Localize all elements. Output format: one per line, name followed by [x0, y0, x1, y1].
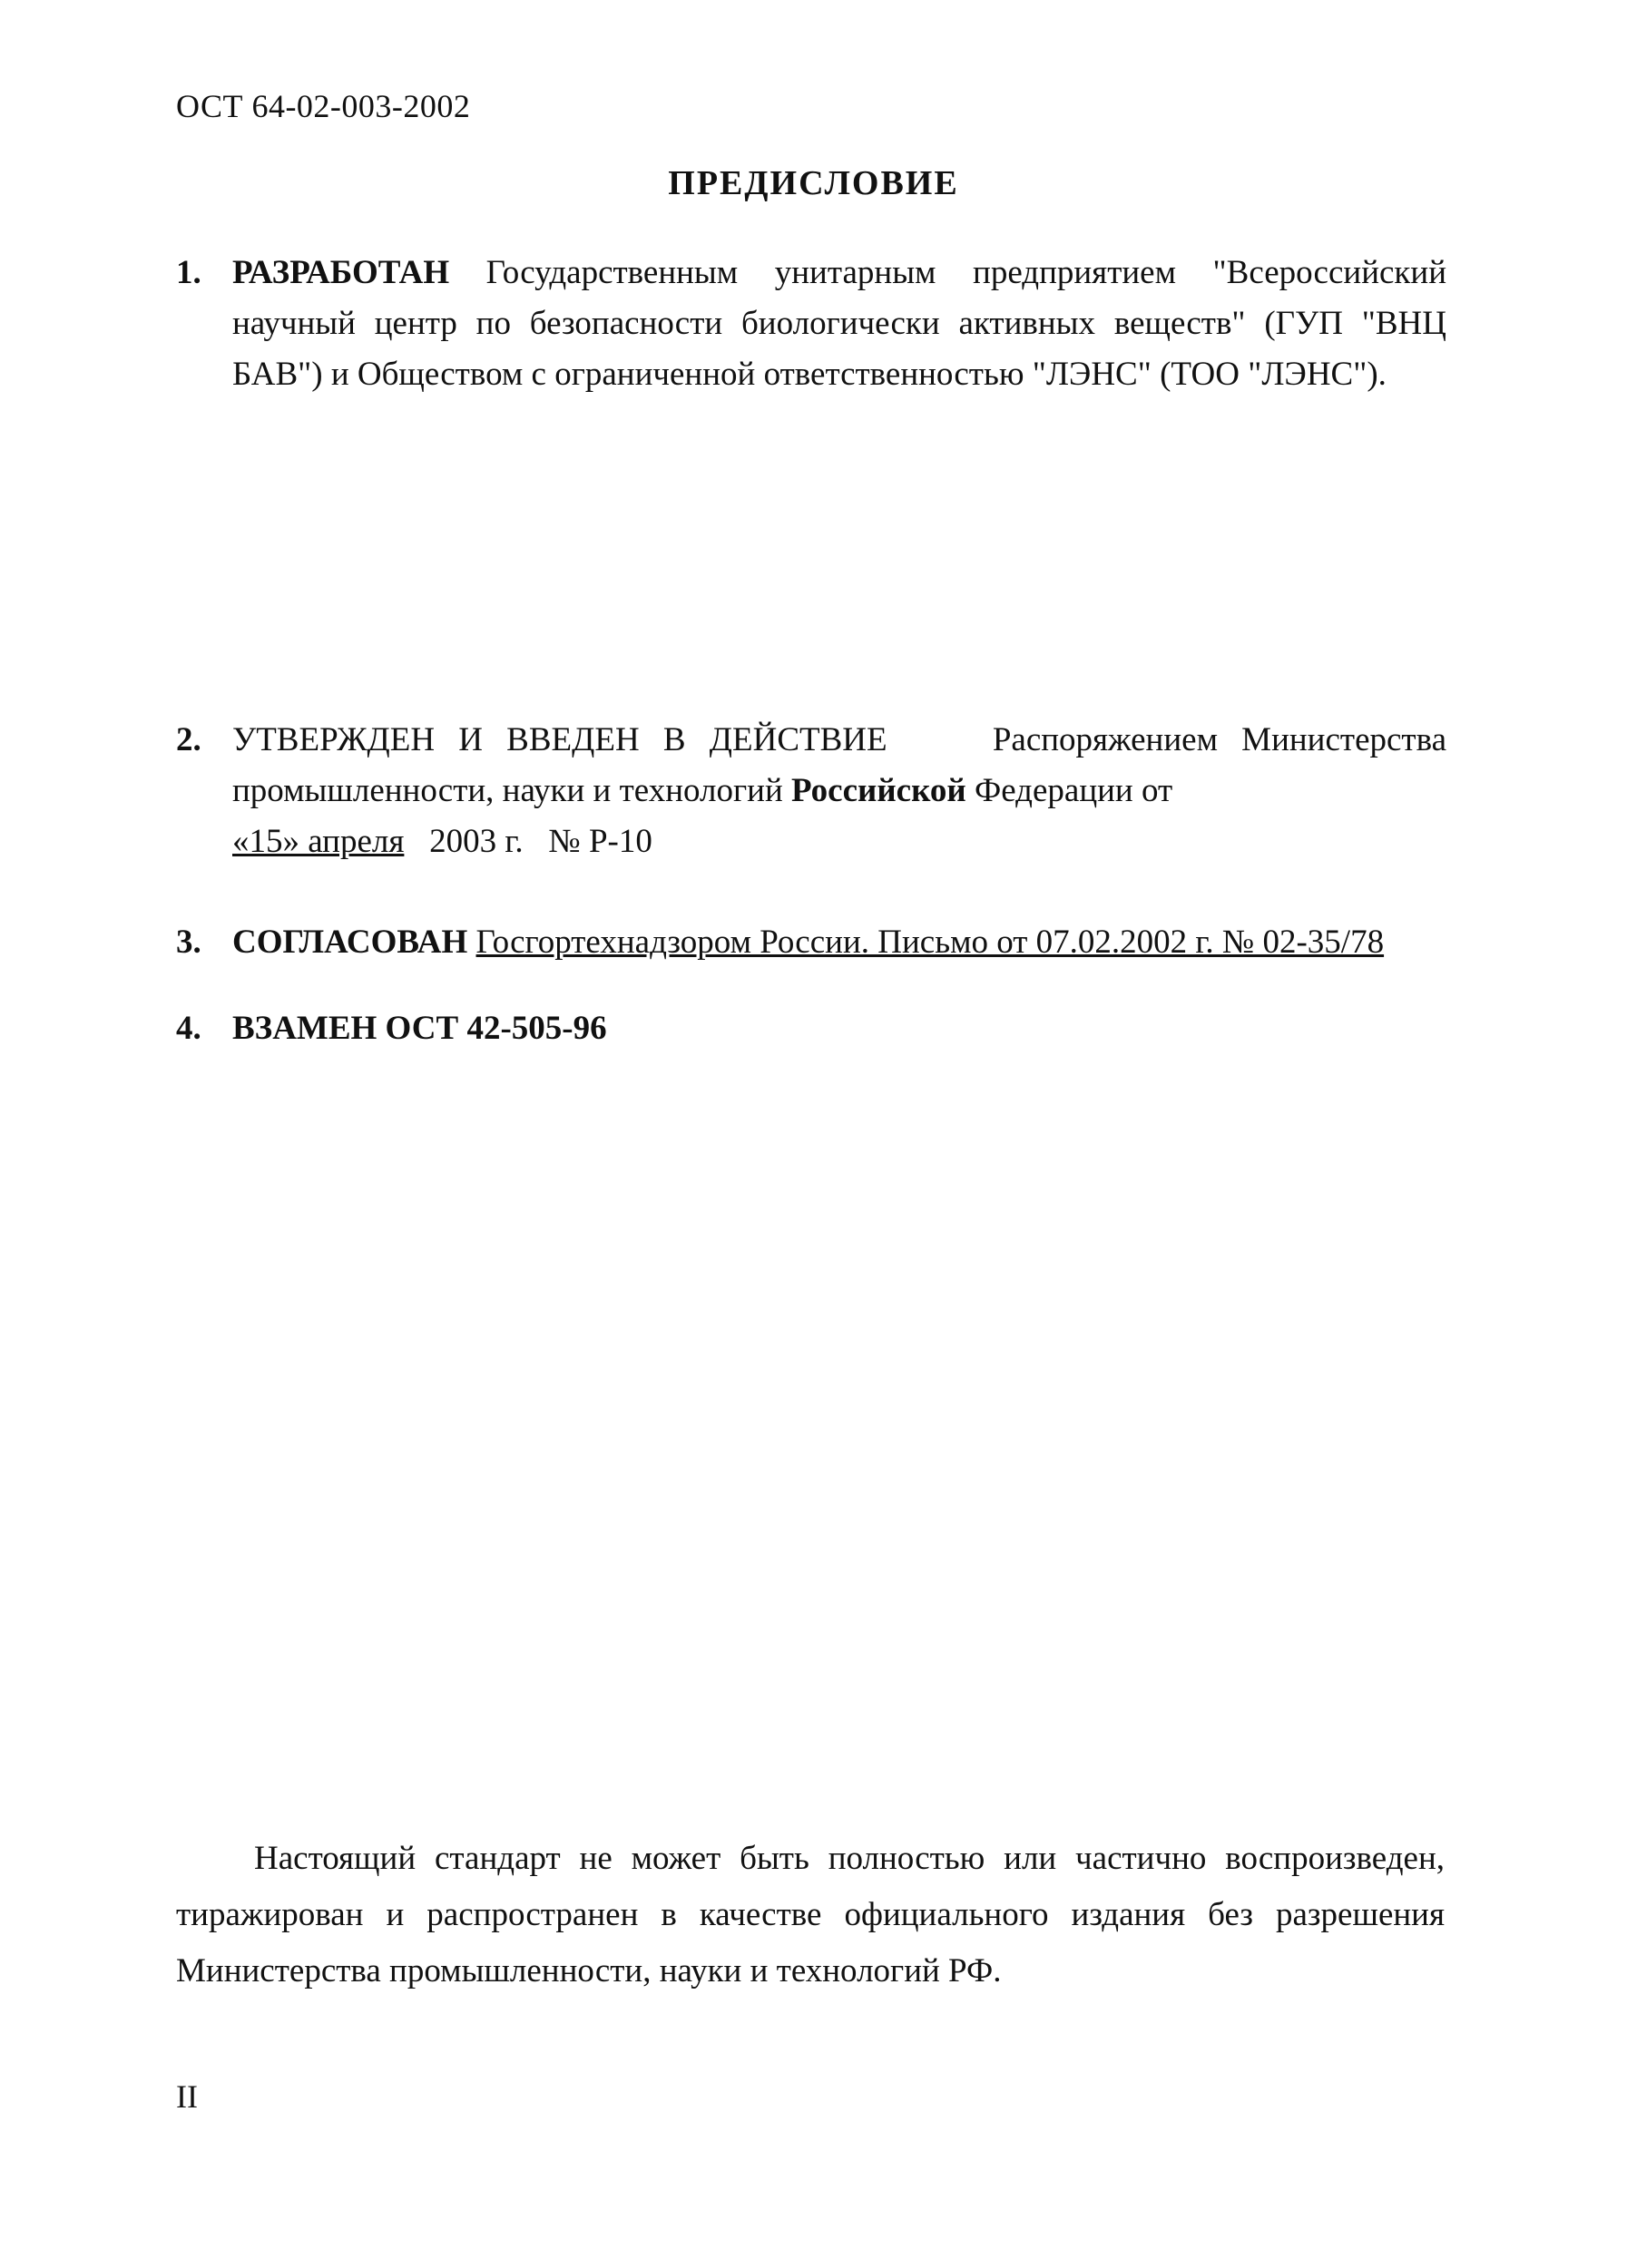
item-number: 1.	[176, 254, 201, 291]
approval-date: «15» апреля	[232, 823, 405, 860]
approval-year: 2003 г.	[429, 823, 524, 860]
page-title: ПРЕДИСЛОВИЕ	[668, 164, 959, 202]
foreword-item-approved	[176, 715, 1446, 867]
item-number: 4.	[176, 1010, 201, 1047]
approval-ref: № Р-10	[548, 823, 652, 860]
copyright-notice: Настоящий стандарт не может быть полностью или частично воспроизведен, тиражирован и распространен в качестве официального издания без разрешения Министерства промышленности, науки и технологий РФ.	[176, 1840, 1445, 1989]
item-lead: УТВЕРЖДЕН И ВВЕДЕН В ДЕЙСТВИЕ	[232, 721, 887, 758]
item-lead: РАЗРАБОТАН	[232, 254, 450, 291]
foreword-item-developed	[176, 248, 1446, 400]
item-text-bold: Российской	[791, 772, 966, 809]
foreword-item-agreed	[176, 917, 1446, 968]
item-lead: СОГЛАСОВАН	[232, 924, 468, 961]
item-body	[232, 1003, 1446, 1054]
item-text: Госгортехнадзором России. Письмо от 07.02.2002 г. № 02-35/78	[475, 924, 1385, 961]
page-number: II	[176, 2078, 198, 2115]
foreword-item-replaces	[176, 1003, 1446, 1054]
document-code-header: ОСТ 64-02-003-2002	[176, 88, 471, 124]
item-text: Распоряжением Министерства промышленности, науки и технологий	[232, 721, 1446, 809]
item-number: 3.	[176, 924, 201, 961]
item-body	[232, 715, 1446, 867]
item-lead: ВЗАМЕН ОСТ 42-505-96	[232, 1010, 607, 1047]
item-body	[232, 248, 1446, 400]
item-text: Государственным унитарным предприятием "Всероссийский научный центр по безопасности биологически активных веществ" (ГУП "ВНЦ БАВ") и Обществом с ограниченной ответственностью "ЛЭНС" (ТОО "ЛЭНС").	[232, 254, 1446, 393]
item-number: 2.	[176, 721, 201, 758]
item-body	[232, 917, 1446, 968]
item-text: Федерации от	[974, 772, 1173, 809]
